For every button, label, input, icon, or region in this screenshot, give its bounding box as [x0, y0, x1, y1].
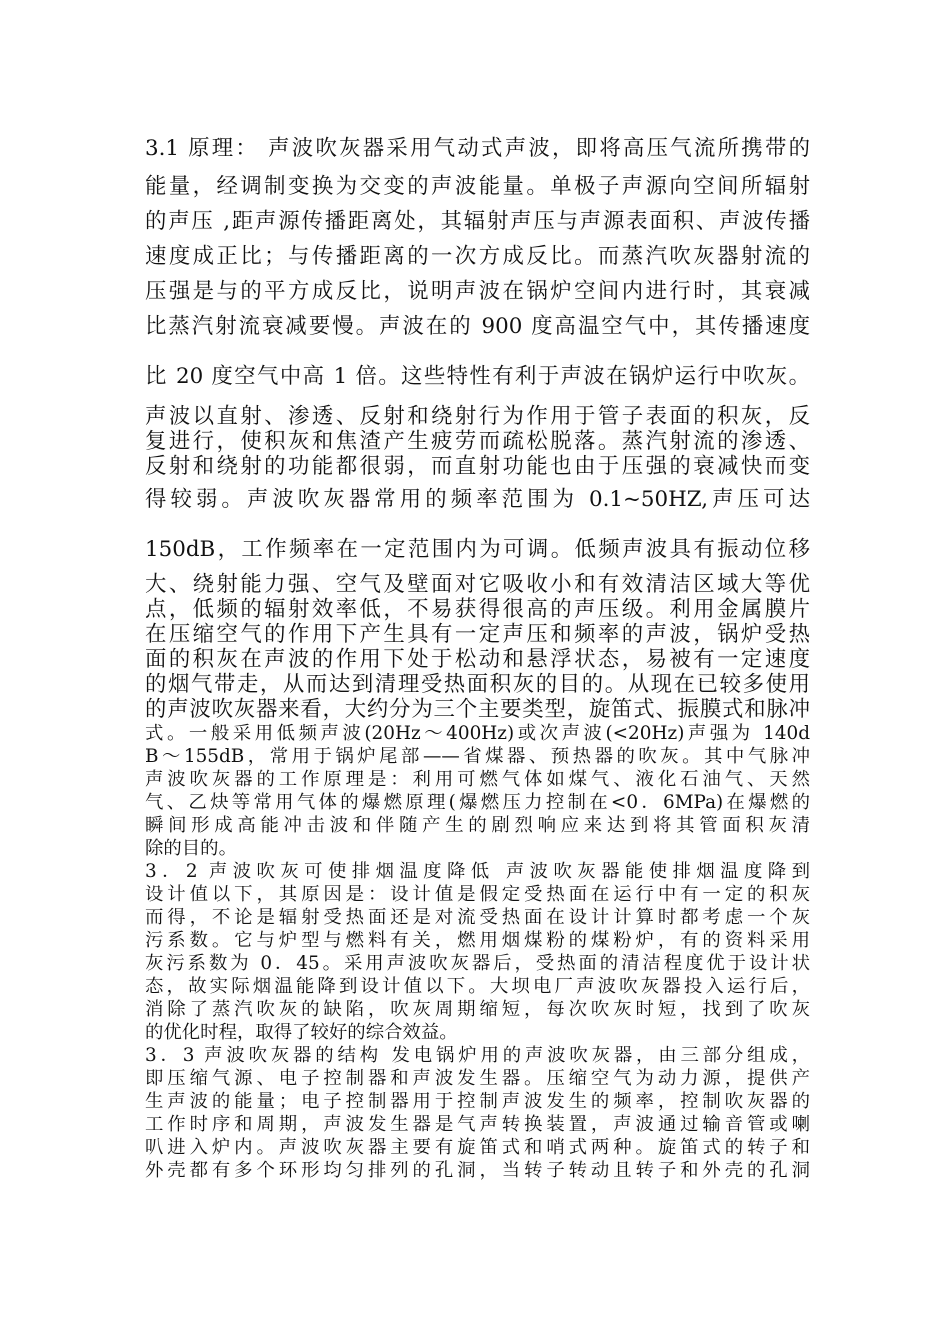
text-line: 瞬间形成高能冲击波和伴随产生的剧烈响应来达到将其管面积灰清: [145, 815, 810, 836]
text-line: 污系数。它与炉型与燃料有关，燃用烟煤粉的煤粉炉，有的资料采用: [145, 930, 810, 951]
text-line: B～155dB，常用于锅炉尾部——省煤器、预热器的吹灰。其中气脉冲: [145, 746, 810, 767]
text-line: 设计值以下，其原因是：设计值是假定受热面在运行中有一定的积灰: [145, 884, 810, 905]
text-line: 比 20 度空气中高 1 倍。这些特性有利于声波在锅炉运行中吹灰。: [145, 364, 810, 389]
text-line: 压强是与的平方成反比，说明声波在锅炉空间内进行时，其衰减: [145, 279, 810, 304]
text-line: 生声波的能量；电子控制器用于控制声波发生的频率，控制吹灰器的: [145, 1091, 810, 1112]
text-line: 叭进入炉内。声波吹灰器主要有旋笛式和哨式两种。旋笛式的转子和: [145, 1137, 810, 1158]
text-line: 的声压 ,距声源传播距离处，其辐射声压与声源表面积、声波传播: [145, 209, 810, 234]
text-line: 能量，经调制变换为交变的声波能量。单极子声源向空间所辐射: [145, 174, 810, 199]
text-line: 声波以直射、渗透、反射和绕射行为作用于管子表面的积灰，反: [145, 404, 810, 429]
text-line: 式。一般采用低频声波(20Hz～400Hz)或次声波(<20Hz)声强为 140d: [145, 723, 810, 744]
text-line: 比蒸汽射流衰减要慢。声波在的 900 度高温空气中，其传播速度: [145, 314, 810, 339]
text-line: 即压缩气源、电子控制器和声波发生器。压缩空气为动力源，提供产: [145, 1068, 810, 1089]
text-line: 消除了蒸汽吹灰的缺陷，吹灰周期缩短，每次吹灰时短，找到了吹灰: [145, 999, 810, 1020]
text-line: 点，低频的辐射效率低，不易获得很高的声压级。利用金属膜片: [145, 597, 810, 622]
text-line: 3.1 原理： 声波吹灰器采用气动式声波，即将高压气流所携带的: [145, 136, 810, 161]
text-line: 的声波吹灰器来看，大约分为三个主要类型，旋笛式、振膜式和脉冲: [145, 697, 810, 722]
section-heading-line: 3．3 声波吹灰器的结构 发电锅炉用的声波吹灰器，由三部分组成，: [145, 1045, 810, 1066]
text-line: 工作时序和周期，声波发生器是气声转换装置，声波通过输音管或喇: [145, 1114, 810, 1135]
text-line: 得较弱。声波吹灰器常用的频率范围为 0.1~50HZ,声压可达: [145, 487, 810, 512]
text-line: 外壳都有多个环形均匀排列的孔洞，当转子转动且转子和外壳的孔洞: [145, 1160, 810, 1181]
text-line: 速度成正比；与传播距离的一次方成反比。而蒸汽吹灰器射流的: [145, 244, 810, 269]
text-line: 灰污系数为 0．45。采用声波吹灰器后，受热面的清洁程度优于设计状: [145, 953, 810, 974]
section-heading-line: 3．2 声波吹灰可使排烟温度降低 声波吹灰器能使排烟温度降到: [145, 861, 810, 882]
text-line: 面的积灰在声波的作用下处于松动和悬浮状态，易被有一定速度: [145, 647, 810, 672]
text-line: 反射和绕射的功能都很弱，而直射功能也由于压强的衰减快而变: [145, 454, 810, 479]
text-line: 声波吹灰器的工作原理是：利用可燃气体如煤气、液化石油气、天然: [145, 769, 810, 790]
text-line: 气、乙炔等常用气体的爆燃原理(爆燃压力控制在<0．6MPa)在爆燃的: [145, 792, 810, 813]
text-line: 的优化时程，取得了较好的综合效益。: [145, 1022, 458, 1043]
text-line: 在压缩空气的作用下产生具有一定声压和频率的声波，锅炉受热: [145, 622, 810, 647]
text-line: 复进行，使积灰和焦渣产生疲劳而疏松脱落。蒸汽射流的渗透、: [145, 429, 810, 454]
text-line: 态，故实际烟温能降到设计值以下。大坝电厂声波吹灰器投入运行后，: [145, 976, 810, 997]
text-line: 除的目的。: [145, 838, 237, 859]
text-line: 大、绕射能力强、空气及壁面对它吸收小和有效清洁区域大等优: [145, 572, 810, 597]
text-line: 而得，不论是辐射受热面还是对流受热面在设计计算时都考虑一个灰: [145, 907, 810, 928]
text-line: 的烟气带走，从而达到清理受热面积灰的目的。从现在已较多使用: [145, 672, 810, 697]
text-line: 150dB，工作频率在一定范围内为可调。低频声波具有振动位移: [145, 537, 810, 562]
